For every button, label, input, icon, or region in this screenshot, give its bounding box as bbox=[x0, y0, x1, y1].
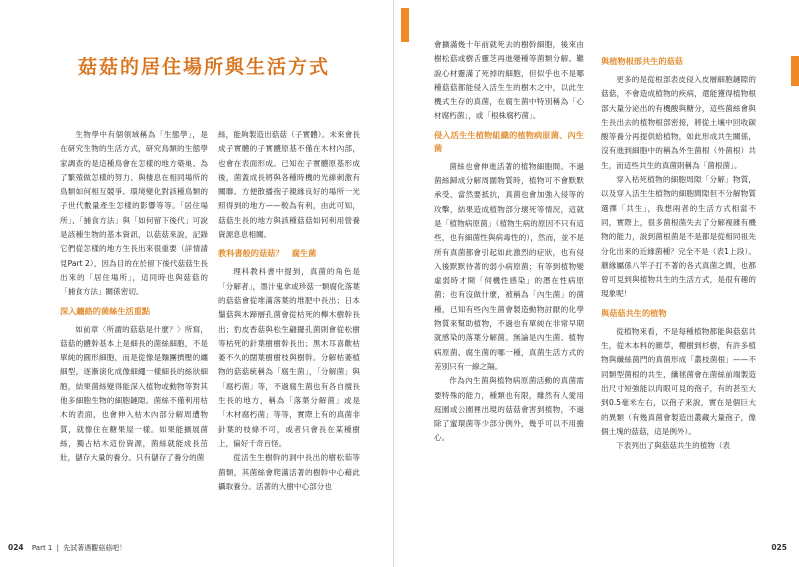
paragraph: 作為內生菌與植物病原菌活動的真菌需要特殊的能力，種類也有限，雖然有人愛用庭園或公園裡出現的菇菇會害到植物，不過除了蜜環菌等少部分例外，幾乎可以不用擔心。 bbox=[434, 376, 584, 443]
right-column-1 bbox=[434, 38, 584, 446]
paragraph: 從植物來看，不是每種植物都能與菇菇共生，從木本料的雜草，櫻樹到杉樹，有許多植物與纖絲菌門的真菌形成「叢枝菌根」——不同類型菌根的共生，纖毬菌會在菌絲前端製造出尺寸短強能以肉眼可見的孢子，有的甚至大到0.5毫米左右，以孢子來說，實在是個巨大的異類（有幾真菌會製造出叢藏大量孢子，像個土塊的菇菇，這是例外）。 bbox=[601, 326, 756, 436]
section-heading: 侵入活生生植物組織的植物病原菌、內生菌 bbox=[434, 129, 584, 153]
paragraph: 生物學中有個領域稱為「生態學」，是在研究生物的生活方式，研究鳥類的生態學家調查的是這種鳥會在怎樣的地方築巢、為了繁殖做怎樣的努力、與棲息在相同場所的鳥類如何相互競爭、環境變化對該種鳥類的子世代數量產生怎樣的影響等等。「居住場所」、「捕食方法」與「如何留下後代」可說是該種生物的基本資訊，以菇菇來說，記錄它們從怎樣的地方生長出來很重要（詳情請見Part 2），因為目的在於留下後代菇菇生長出來的「居住場所」，這同時也與菇菇的「捕食方法」關係密切。 bbox=[60, 130, 208, 297]
section-heading: 與植物根部共生的菇菇 bbox=[601, 56, 683, 66]
right-page bbox=[401, 0, 799, 567]
page-number: 024 bbox=[8, 543, 24, 552]
page-footer bbox=[771, 543, 787, 552]
left-column-2 bbox=[218, 128, 360, 494]
paragraph: 會擴滿幾十年前就死去的樹幹細胞，後來由樹松菇或樹舌靈芝再進變種等菌類分解。難說心材靈滿了死掉的細胞，但似乎也不是哪種菇菇都能侵入活生生的樹木之中，以此生機式生存的真菌，在腐生菌中特別稱為「心材腐朽菌」，或「根株腐朽菌」。 bbox=[434, 40, 584, 121]
part-label: Part 1 bbox=[31, 544, 53, 552]
paragraph: 更多的是從根部表皮侵入皮層細胞鏈隙的菇菇，不會造成植物的疾病，還能獲得植物根部大量分泌出的有機酸與糖分，這些菌絲會與生長出去的植物根部密接，將從土壤中回收碳酸等養分再提供給植物，如此形成共生關係，沒有進到細胞中的稱為外生菌根（外菌根）共生，而這些共生的真菌則稱為「菌根菌」。 bbox=[601, 75, 756, 170]
section-heading: 與菇菇共生的植物 bbox=[601, 307, 667, 318]
left-column-1 bbox=[60, 128, 208, 466]
left-page bbox=[0, 0, 394, 567]
section-heading: 教科書般的菇菇？ 腐生菌 bbox=[218, 248, 317, 259]
paragraph: 從活生生樹幹的洞中長出的樹松茹等菌類，其菌絲會爬滿活著的樹幹中心藉此攝取養分。活著的大樹中心部分也 bbox=[218, 453, 360, 491]
part-title: 先試著遇觀菇菇吧！ bbox=[63, 544, 127, 552]
right-column-2 bbox=[601, 50, 756, 453]
paragraph: 絲，能夠製造出菇菇（子實體）。未來會長成子實體的子實體原基不僅在木材內部，也會在表面形成。已知在子實體原基形成後，菌蓋成長將與各種時機的光線刺激有關聯。方便散播孢子親緣良好的場所一光照得到的地方——較為有利，由此可知，菇菇生長的地方與該種菇菇如何利用營養資源息息相關。 bbox=[218, 130, 360, 240]
page-footer: 024 Part 1 | 先試著遇觀菇菇吧！ bbox=[8, 543, 127, 552]
chapter-title: 菇菇的居住場所與生活方式 bbox=[78, 56, 331, 78]
section-heading: 深入纏絡的菌絲生活重點 bbox=[60, 305, 151, 316]
accent-bar bbox=[401, 8, 409, 42]
accent-bar bbox=[791, 56, 799, 86]
paragraph: 理科教科書中提到，真菌的角色是「分解者」，墨汁鬼傘或珍菇一類腐化落葉的菇菇會從堆滿落葉的堆肥中長出；日本鬚菇與木蹄層孔菌會從枯死的櫸木樹幹長出；豹皮香菇與松生翩擺孔菌則會從松樹等枯死的針葉樹樹幹長出；黑木耳喜歡枯萎不久的闊葉樹樹枝與樹幹。分解枯萎植物的菇菇統稱為「腐生菌」，「分解菌」與「腐朽菌」等，不過腐生菌也有各自擅長生長的地方，稱為「落葉分解菌」或是「木材腐朽菌」等等，實際上有的真菌非針葉的枝條不可，或者只會長在某種樹上，偏好千奇百怪。 bbox=[218, 267, 360, 448]
paragraph: 菌絲也會伸進活著的植物細胞間。不過菌絲歸成分解周圍物質時，植物可不會默默承受，當然要抵抗，真菌也會加強入侵等的攻擊，結果造成植物部分壞死等情況，這就是「植物病原菌」（植物生病的原因不只有這些，也有細菌性與病毒性的），然而，並不是所有真菌都會引起如此激烈的症狀，也有侵入後默默待著的弱小病原菌；有等到植物變虛弱時才開「伺機性感染」的潛在性病原菌；也有沒做什麼，被稱為「內生菌」的菌種，已知有些內生菌會製造動物討厭的化學物質來幫助植物，不過也有單純在非常早期就感染的落葉分解菌。無論是內生菌、植物病原菌、腐生菌的哪一種，真菌生活方式的差別只有一線之隔。 bbox=[434, 161, 584, 371]
paragraph: 如前章〈所謂的菇菇是什麼？〉所寫，菇菇的體幹基本上是細長的菌絲細胞，不是單純的圓形細胞，而是從像是麵團擠壓的纏細型，逐漸演化成像細繩一樣細長的絲狀細胞，結果菌絲變得能深入植物或動物等對其他多細胞生物的細胞鏈隙。菌絲不僅利用枯木的表面，也會伸入枯木內部分解周遭物質，就像住在糖果屋一樣。如果能擴展菌絲，獨占枯木這份資源，菌絲就能成長茁壯，儲存大量的養分。只有儲存了養分的菌 bbox=[60, 324, 208, 463]
paragraph: 穿入枯死植物的細胞周隙「分解」物質，以及穿入活生生植物的細胞間隙但不分解物質選擇「共生」，我想兩者的生活方式相當不同，實際上，很多菌根菌失去了分解複雜有機物的能力，說到菌根菌是不是都是從相同祖先分化出來的近緣菌種？完全不是（表1上段）。蘑緣屬係八竿子打不著的各式真菌之間，也都曾可見到與植物共生的生活方式，是很有趣的現象呢！ bbox=[601, 175, 756, 299]
page-number: 025 bbox=[771, 543, 787, 552]
paragraph: 下表列出了與菇菇共生的植物（表 bbox=[616, 441, 731, 451]
